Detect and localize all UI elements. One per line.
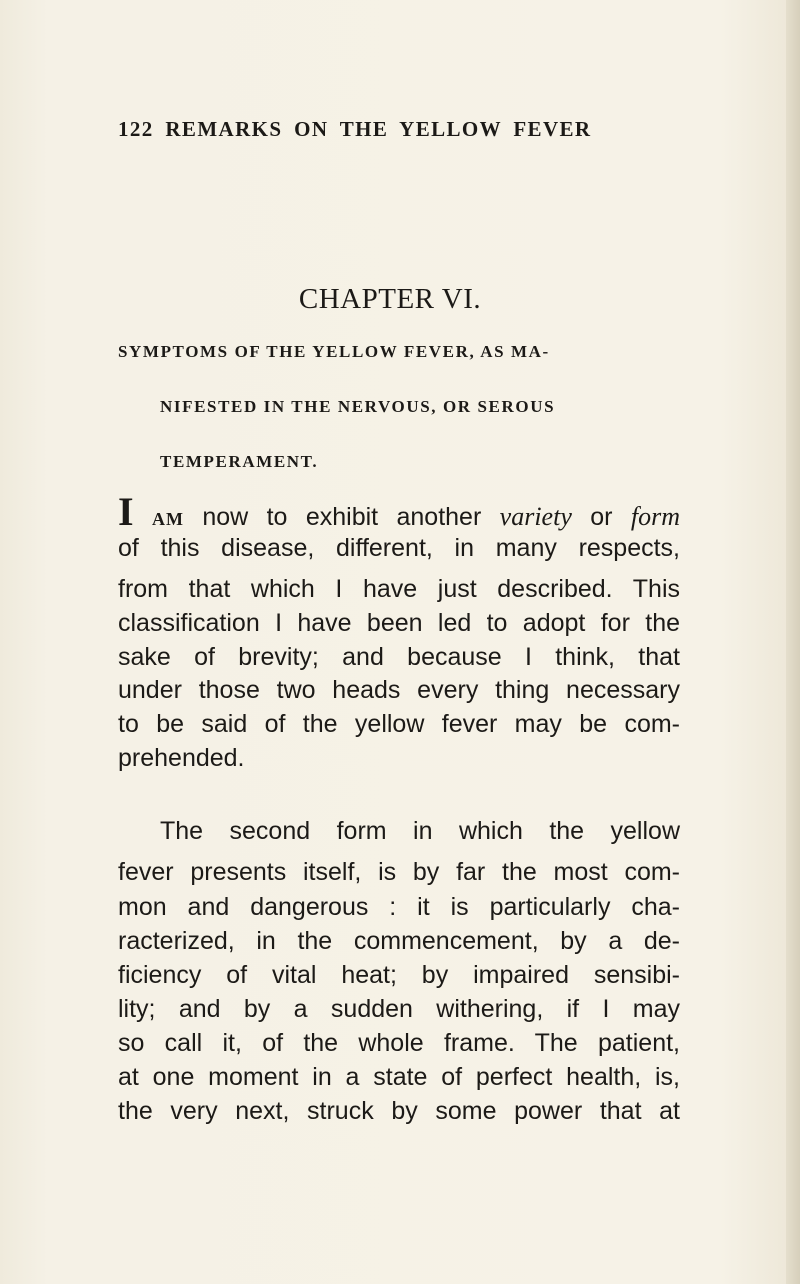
paragraph-1-line-7: to be said of the yellow fever may be com-	[118, 710, 680, 738]
small-caps-word: AM	[151, 509, 184, 529]
paragraph-2-line-8: at one moment in a state of perfect health, is,	[118, 1063, 680, 1091]
chapter-title	[0, 283, 800, 316]
chapter-subtitle-line-2: NIFESTED IN THE NERVOUS, OR SEROUS	[160, 397, 556, 416]
line-text-or: or	[590, 503, 613, 531]
paragraph-1-line-5: sake of brevity; and because I think, that	[118, 643, 680, 671]
chapter-title-text: CHAPTER VI.	[298, 283, 482, 315]
paragraph-2-line-5: ficiency of vital heat; by impaired sensibi-	[118, 961, 680, 989]
chapter-subtitle-line-3: TEMPERAMENT.	[160, 452, 319, 471]
drop-cap: I	[118, 489, 134, 534]
paragraph-2-line-9: the very next, struck by some power that at	[118, 1097, 680, 1125]
paragraph-1-line-8: prehended.	[118, 744, 245, 772]
paragraph-2-line-2: fever presents itself, is by far the most com-	[118, 858, 680, 886]
line-text: now to exhibit another	[202, 503, 482, 531]
running-head: 122 REMARKS ON THE YELLOW FEVER	[118, 117, 592, 141]
paragraph-1-line-2: of this disease, different, in many respects,	[118, 534, 680, 562]
paragraph-2-line-6: lity; and by a sudden withering, if I may	[118, 995, 680, 1023]
page-edge	[786, 0, 800, 1284]
paragraph-2-line-1: The second form in which the yellow	[160, 817, 680, 845]
paragraph-2-line-3: mon and dangerous : it is particularly cha-	[118, 893, 680, 921]
chapter-subtitle-line-1: SYMPTOMS OF THE YELLOW FEVER, AS MA-	[118, 342, 550, 361]
italic-word-variety: variety	[499, 502, 572, 531]
paragraph-2-line-4: racterized, in the commencement, by a de-	[118, 927, 680, 955]
paragraph-1-line-4: classification I have been led to adopt for the	[118, 609, 680, 637]
paragraph-1-line-6: under those two heads every thing necessary	[118, 676, 680, 704]
paragraph-1-line-3: from that which I have just described. This	[118, 575, 680, 603]
italic-word-form: form	[630, 502, 680, 531]
paragraph-2-line-7: so call it, of the whole frame. The patient,	[118, 1029, 680, 1057]
paragraph-1-line-1	[118, 489, 680, 534]
